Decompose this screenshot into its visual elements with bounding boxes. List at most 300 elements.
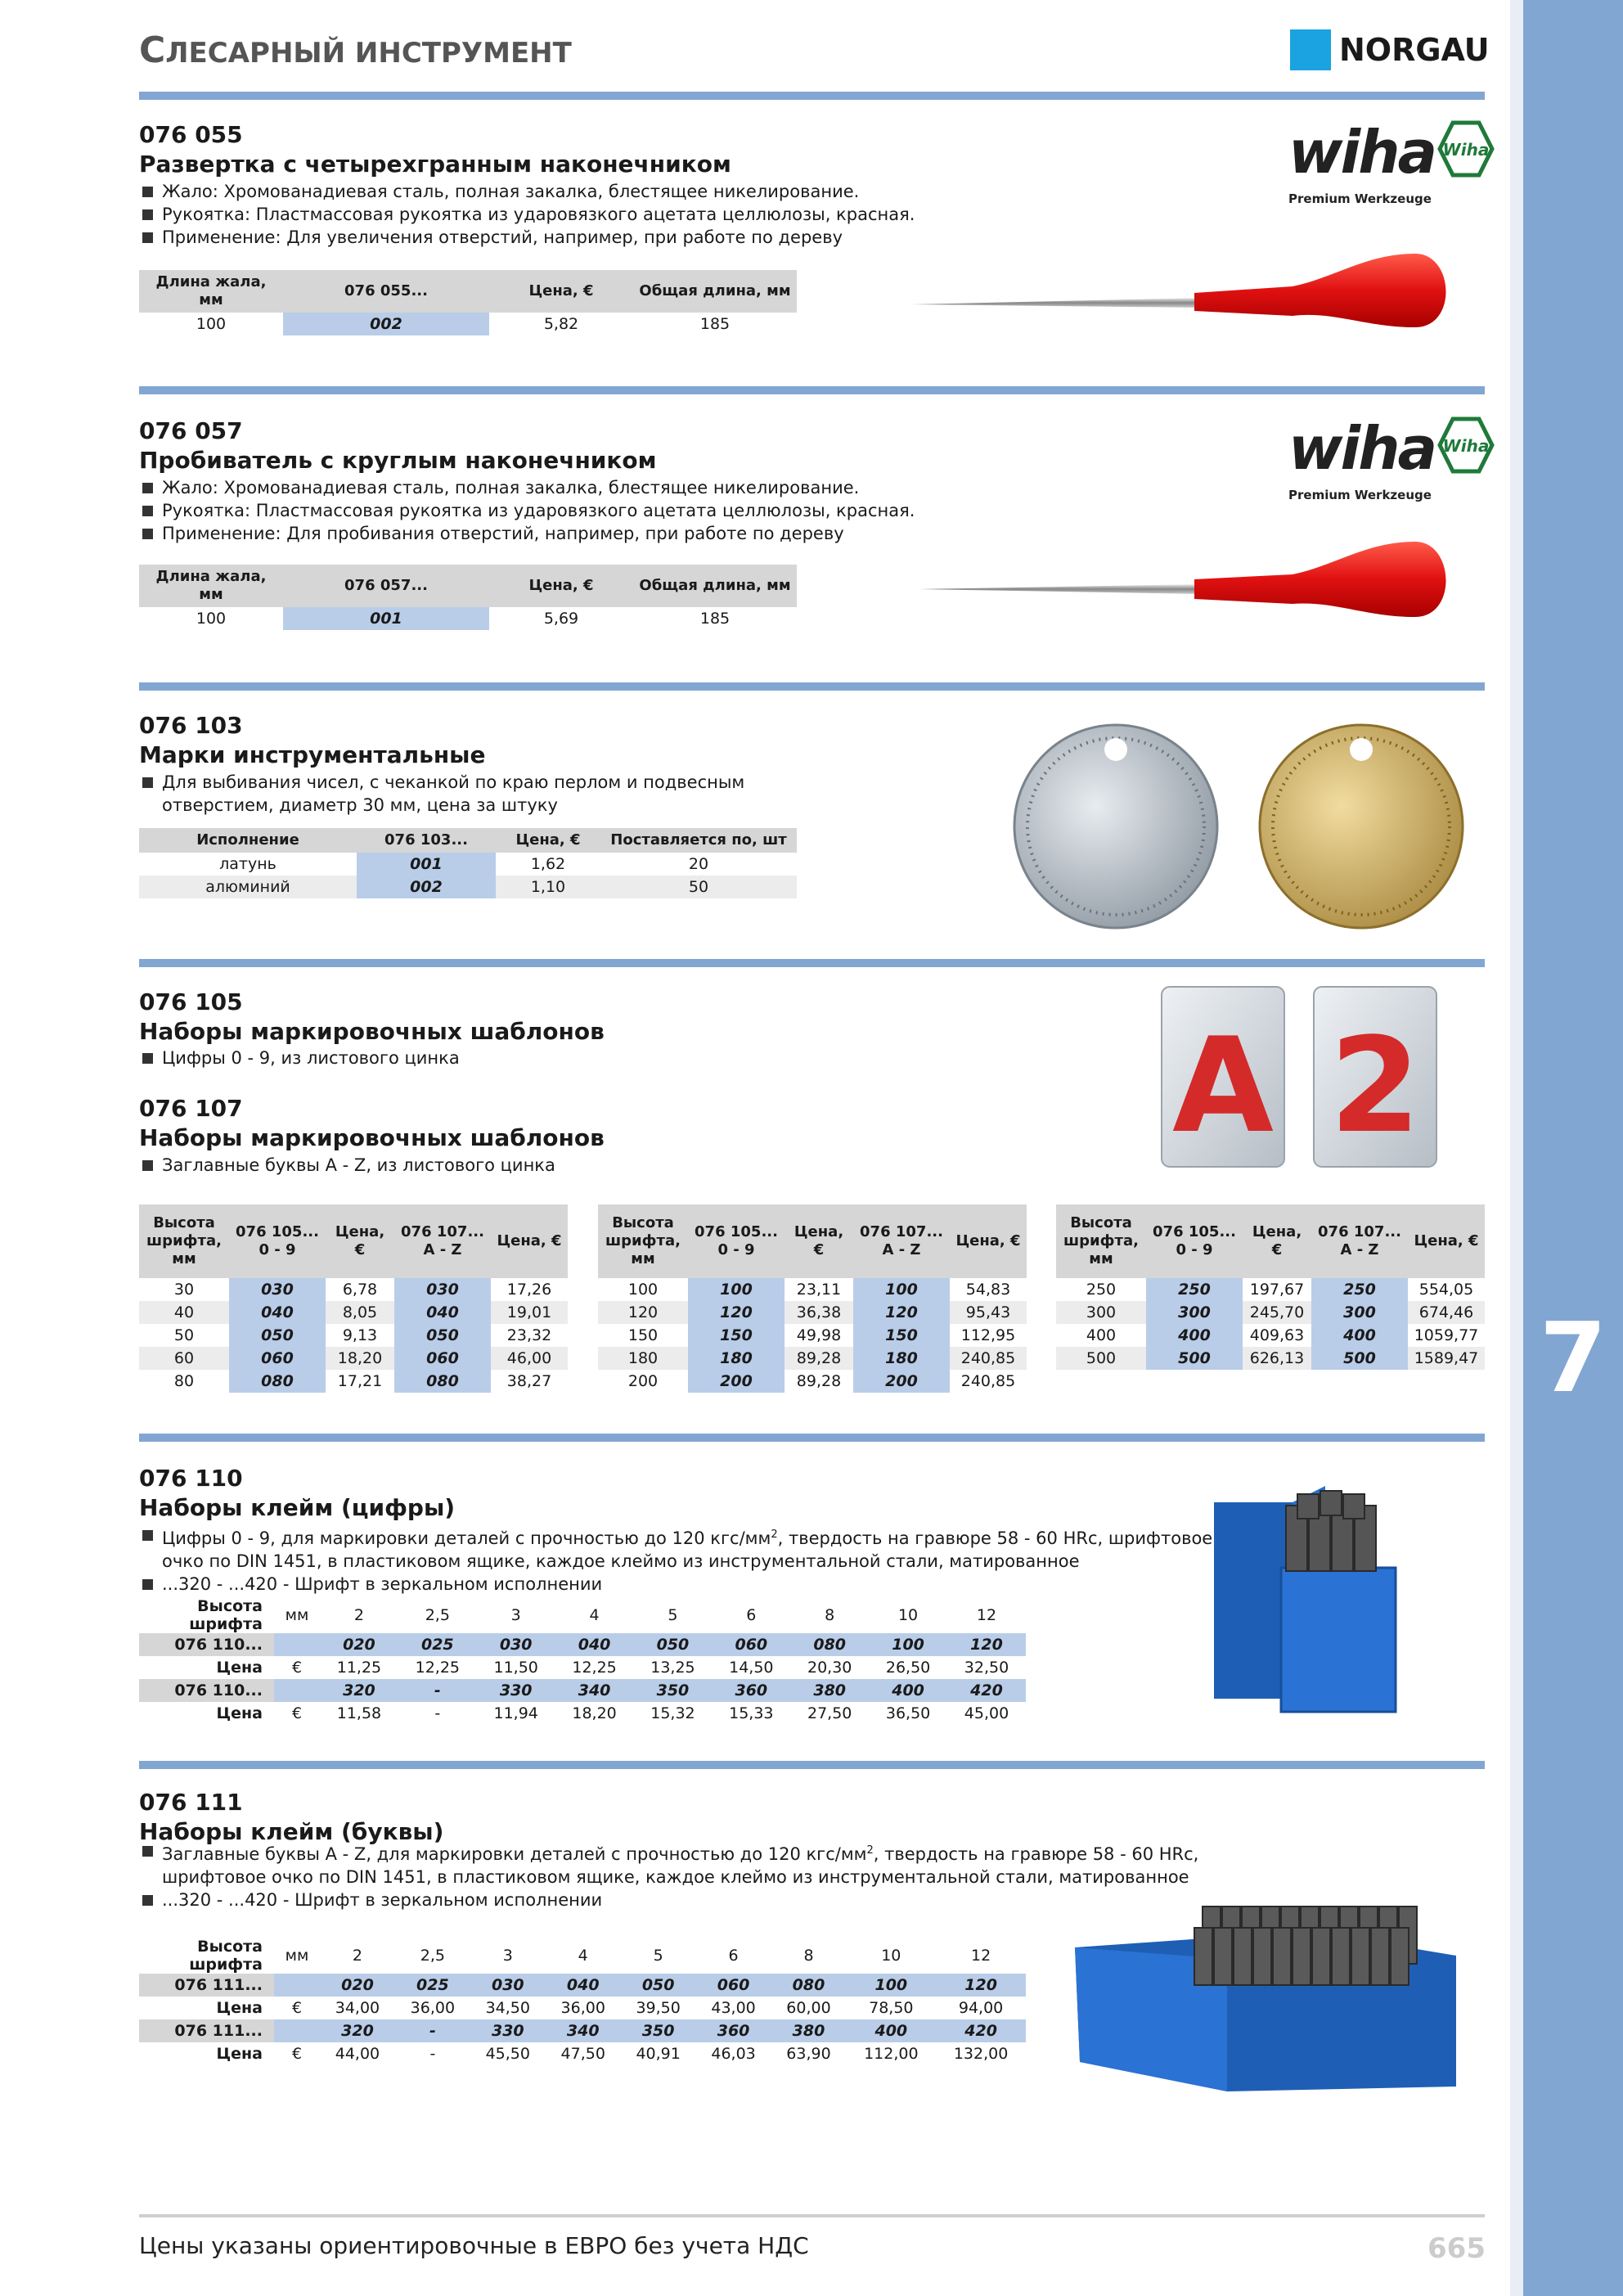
feature-line: отверстием, диаметр 30 мм, цена за штуку	[162, 795, 558, 815]
table-cell: 39,50	[636, 1999, 681, 2017]
price-cell: 8,05	[326, 1301, 394, 1324]
table-cell: 11,50	[493, 1659, 538, 1677]
table-cell: 060	[712, 1633, 790, 1656]
table-cell: 34,50	[485, 1999, 530, 2017]
spec-table	[139, 828, 797, 898]
table-row	[139, 853, 797, 876]
table-cell: 420	[936, 2019, 1026, 2042]
table-cell: 80	[173, 1372, 195, 1390]
table-cell: 12	[976, 1606, 997, 1624]
table-cell: 330	[477, 1679, 555, 1702]
table-cell: латунь	[219, 855, 276, 873]
price-cell: 1,62	[530, 855, 566, 873]
order-code-cell: 001	[283, 607, 489, 630]
wiha-logo	[1288, 414, 1495, 502]
row-label: Цена	[216, 1659, 263, 1677]
feature-item: Жало: Хромованадиевая сталь, полная закалка, блестящее никелирование.	[141, 476, 915, 499]
order-code-cell: 030	[394, 1278, 491, 1301]
table-row	[1056, 1347, 1485, 1370]
row-label: 076 111...	[139, 1974, 274, 1997]
order-code-cell: 100	[688, 1278, 785, 1301]
table-cell: 45,00	[964, 1704, 1009, 1722]
order-code-cell: 040	[394, 1301, 491, 1324]
feature-list	[141, 1839, 1198, 1911]
table-cell: 34,00	[335, 1999, 380, 2017]
stencils-image	[1153, 984, 1448, 1172]
table-cell: 20	[688, 855, 709, 873]
table-cell: 040	[546, 1974, 621, 1997]
footer-rule	[139, 2214, 1485, 2217]
column-header: 076 103...	[357, 828, 496, 853]
section-rule	[139, 386, 1485, 394]
column-header: Высота шрифта, мм	[1056, 1204, 1146, 1278]
column-header: Цена, €	[1243, 1204, 1311, 1278]
table-cell: 18,20	[572, 1704, 617, 1722]
feature-item: Цифры 0 - 9, из листового цинка	[141, 1047, 460, 1069]
table-cell: 100	[627, 1281, 659, 1299]
feature-list	[141, 771, 744, 817]
title-first-letter: С	[139, 29, 166, 71]
price-cell: 19,01	[491, 1301, 568, 1324]
price-cell: 197,67	[1249, 1281, 1305, 1299]
column-header: Длина жала, мм	[139, 565, 283, 607]
feature-item: Жало: Хромованадиевая сталь, полная закалка, блестящее никелирование.	[141, 180, 915, 203]
table-cell: 080	[771, 1974, 847, 1997]
table-cell: 040	[555, 1633, 634, 1656]
price-cell: 112,95	[960, 1326, 1016, 1344]
table-cell: 60,00	[786, 1999, 831, 2017]
table-row	[598, 1347, 1027, 1370]
price-cell: 38,27	[506, 1372, 552, 1390]
article-number: 076 055	[139, 121, 243, 148]
column-header: Цена, €	[491, 1204, 568, 1278]
table-cell: 100	[869, 1633, 947, 1656]
order-code-cell: 400	[1311, 1324, 1408, 1347]
table-header-row	[139, 270, 797, 313]
row-label: Цена	[216, 1999, 263, 2017]
table-cell: 3	[502, 1947, 513, 1965]
table-cell: 11,94	[493, 1704, 538, 1722]
spec-table	[139, 270, 797, 335]
table-cell: 380	[790, 1679, 869, 1702]
product-title: Пробиватель с круглым наконечником	[139, 447, 657, 474]
sidebar-gap	[1510, 0, 1523, 2296]
table-row	[598, 1301, 1027, 1324]
product-title: Наборы маркировочных шаблонов	[139, 1124, 605, 1151]
price-cell: 5,69	[543, 610, 579, 628]
table-cell: 78,50	[869, 1999, 914, 2017]
product-title: Марки инструментальные	[139, 741, 486, 768]
price-cell: 5,82	[543, 315, 579, 333]
page-number: 665	[1427, 2232, 1486, 2265]
table-cell: 185	[699, 610, 731, 628]
column-header: 076 057...	[283, 565, 489, 607]
table-cell: 5	[653, 1947, 663, 1965]
brand-name: NORGAU	[1339, 32, 1490, 68]
code-row	[139, 1633, 1026, 1656]
feature-item	[141, 1524, 1212, 1573]
tool-tags-image	[1009, 720, 1468, 933]
order-code-cell: 050	[394, 1324, 491, 1347]
table-cell: 36,00	[560, 1999, 605, 2017]
table-cell: -	[395, 2019, 470, 2042]
table-cell: 100	[196, 315, 227, 333]
table-header-row	[139, 1938, 1026, 1974]
price-cell: 554,05	[1418, 1281, 1474, 1299]
table-header-row	[139, 565, 797, 607]
table-row	[139, 1278, 568, 1301]
column-header: Длина жала, мм	[139, 270, 283, 313]
table-cell: 400	[869, 1679, 947, 1702]
table-cell: 185	[699, 315, 731, 333]
superscript: 2	[771, 1528, 778, 1541]
feature-item: Рукоятка: Пластмассовая рукоятка из ударовязкого ацетата целлюлозы, красная.	[141, 203, 915, 226]
stencil-table-3	[1056, 1204, 1485, 1370]
table-cell: -	[434, 1704, 441, 1722]
table-header-row	[139, 1597, 1026, 1633]
table-header-row	[139, 828, 797, 853]
table-cell: 36,50	[885, 1704, 931, 1722]
feature-item	[141, 771, 744, 817]
order-code-cell: 300	[1311, 1301, 1408, 1324]
table-cell: 44,00	[335, 2045, 380, 2063]
article-number: 076 105	[139, 988, 243, 1015]
order-code-cell: 001	[357, 853, 496, 876]
table-cell: 10	[897, 1606, 919, 1624]
wiha-badge-icon	[1436, 119, 1495, 178]
column-header: Высота шрифта, мм	[598, 1204, 688, 1278]
title-rest: ЛЕСАРНЫЙ ИНСТРУМЕНТ	[165, 37, 572, 70]
column-header: 076 107... A - Z	[853, 1204, 950, 1278]
unit-cell: €	[291, 2045, 303, 2063]
column-header: Цена, €	[1408, 1204, 1485, 1278]
feature-list	[141, 1047, 460, 1069]
article-number: 076 057	[139, 417, 243, 444]
order-code-cell: 300	[1146, 1301, 1243, 1324]
table-cell: 200	[627, 1372, 659, 1390]
order-code-cell: 050	[229, 1324, 326, 1347]
order-code-cell: 150	[853, 1324, 950, 1347]
product-title: Развертка с четырехгранным наконечником	[139, 151, 731, 178]
table-cell: 250	[1086, 1281, 1117, 1299]
table-cell: 63,90	[786, 2045, 831, 2063]
table-cell: 030	[470, 1974, 546, 1997]
column-header: 076 105... 0 - 9	[229, 1204, 326, 1278]
unit-cell: €	[291, 1999, 303, 2017]
price-row	[139, 1997, 1026, 2019]
table-cell: 320	[320, 2019, 395, 2042]
table-cell: 420	[947, 1679, 1026, 1702]
code-row	[139, 2019, 1026, 2042]
table-cell: 45,50	[485, 2045, 530, 2063]
table-cell: 330	[470, 2019, 546, 2042]
chapter-sidebar	[1523, 0, 1623, 2296]
table-cell: 47,50	[560, 2045, 605, 2063]
unit-cell: мм	[285, 1606, 309, 1624]
table-cell: 4	[589, 1606, 600, 1624]
order-code-cell: 080	[229, 1370, 326, 1393]
table-cell: 43,00	[711, 1999, 756, 2017]
column-header: 076 107... A - Z	[1311, 1204, 1408, 1278]
table-cell: 46,03	[711, 2045, 756, 2063]
table-row	[598, 1370, 1027, 1393]
table-header-row	[139, 1204, 568, 1278]
feature-list	[141, 1154, 555, 1177]
price-cell: 674,46	[1408, 1301, 1485, 1324]
wiha-logo	[1288, 118, 1495, 206]
price-cell: 409,63	[1249, 1326, 1305, 1344]
table-cell: 2,5	[425, 1606, 450, 1624]
table-row	[1056, 1324, 1485, 1347]
price-cell: 89,28	[785, 1347, 853, 1370]
column-header: Цена, €	[785, 1204, 853, 1278]
table-cell: 360	[712, 1679, 790, 1702]
table-cell: 025	[398, 1633, 477, 1656]
price-row	[139, 1656, 1026, 1679]
product-title: Наборы клейм (цифры)	[139, 1494, 456, 1521]
section-rule	[139, 1761, 1485, 1769]
table-cell: 6	[746, 1606, 757, 1624]
table-cell: 020	[320, 1974, 395, 1997]
svg-text:Wiha: Wiha	[1442, 436, 1490, 456]
table-cell: 5	[668, 1606, 678, 1624]
order-code-cell: 120	[853, 1301, 950, 1324]
feature-list	[141, 1524, 1212, 1596]
order-code-cell: 500	[1311, 1347, 1408, 1370]
table-cell: 030	[477, 1633, 555, 1656]
table-cell: 60	[139, 1347, 229, 1370]
feature-list	[141, 180, 915, 249]
table-row	[139, 1347, 568, 1370]
order-code-cell: 400	[1146, 1324, 1243, 1347]
unit-cell	[274, 1679, 320, 1702]
price-cell: 626,13	[1243, 1347, 1311, 1370]
column-header: Поставляется по, шт	[600, 828, 797, 853]
order-code-cell: 500	[1146, 1347, 1243, 1370]
table-row	[598, 1324, 1027, 1347]
svg-text:Wiha: Wiha	[1442, 140, 1490, 160]
article-number: 076 103	[139, 712, 243, 739]
table-cell: 13,25	[650, 1659, 695, 1677]
row-label: Цена	[216, 1704, 263, 1722]
wiha-tagline: Premium Werkzeuge	[1288, 191, 1432, 206]
table-row	[139, 1324, 568, 1347]
feature-text: Цифры 0 - 9, для маркировки деталей с прочностью до 120 кгс/мм	[162, 1528, 771, 1548]
stencil-table-2	[598, 1204, 1027, 1393]
product-title: Наборы маркировочных шаблонов	[139, 1018, 605, 1045]
stamp-letters-table	[139, 1938, 1026, 2065]
price-row	[139, 2042, 1026, 2065]
price-cell: 46,00	[491, 1347, 568, 1370]
order-code-cell: 180	[688, 1347, 785, 1370]
table-cell: 050	[621, 1974, 696, 1997]
order-code-cell: 200	[853, 1370, 950, 1393]
table-cell: 350	[621, 2019, 696, 2042]
price-cell: 17,21	[337, 1372, 383, 1390]
column-header: Цена, €	[326, 1204, 394, 1278]
table-cell: 2	[353, 1606, 364, 1624]
price-cell: 6,78	[342, 1281, 378, 1299]
code-row	[139, 1974, 1026, 1997]
table-cell: 400	[1086, 1326, 1117, 1344]
row-label: Высота шрифта	[189, 1597, 263, 1633]
table-cell: 500	[1056, 1347, 1146, 1370]
order-code-cell: 080	[394, 1370, 491, 1393]
table-cell: 40,91	[636, 2045, 681, 2063]
price-cell: 23,32	[506, 1326, 552, 1344]
feature-text: , твердость на гравюре 58 - 60 HRc, шрифтовое	[777, 1528, 1213, 1548]
order-code-cell: 060	[394, 1347, 491, 1370]
table-cell: 080	[790, 1633, 869, 1656]
table-cell: 150	[627, 1326, 659, 1344]
feature-item	[141, 1839, 1198, 1889]
column-header: Цена, €	[496, 828, 600, 853]
table-row	[139, 1301, 568, 1324]
column-header: Цена, €	[489, 565, 633, 607]
feature-text: , твердость на гравюре 58 - 60 HRc,	[873, 1844, 1199, 1864]
price-cell: 23,11	[796, 1281, 842, 1299]
table-header-row	[598, 1204, 1027, 1278]
table-cell: 26,50	[885, 1659, 931, 1677]
page-title	[139, 29, 572, 71]
svg-text:A: A	[1172, 1009, 1274, 1162]
number-stamps-image	[1203, 1478, 1407, 1715]
table-cell: 30	[173, 1281, 195, 1299]
column-header: Исполнение	[139, 828, 357, 853]
table-cell: 112,00	[864, 2045, 919, 2063]
table-cell: 020	[320, 1633, 398, 1656]
table-cell: 11,25	[336, 1659, 382, 1677]
section-rule	[139, 959, 1485, 967]
wiha-wordmark: wiha	[1288, 414, 1436, 483]
letter-stamps-image	[1072, 1898, 1464, 2095]
order-code-cell: 060	[229, 1347, 326, 1370]
feature-text: Заглавные буквы A - Z, для маркировки деталей с прочностью до 120 кгс/мм	[162, 1844, 867, 1864]
table-cell: 380	[771, 2019, 847, 2042]
article-number: 076 107	[139, 1095, 243, 1122]
price-cell: 95,43	[950, 1301, 1027, 1324]
column-header: Общая длина, мм	[633, 270, 797, 313]
table-cell: 350	[634, 1679, 713, 1702]
unit-cell	[274, 1633, 320, 1656]
price-cell: 240,85	[950, 1347, 1027, 1370]
feature-item: Заглавные буквы A - Z, из листового цинка	[141, 1154, 555, 1177]
table-row	[139, 1370, 568, 1393]
table-cell: 360	[696, 2019, 771, 2042]
svg-text:2: 2	[1329, 1009, 1421, 1162]
feature-list	[141, 476, 915, 545]
order-code-cell: 120	[688, 1301, 785, 1324]
table-row	[139, 607, 797, 630]
feature-item: Применение: Для пробивания отверстий, например, при работе по дереву	[141, 522, 915, 545]
table-cell: 400	[846, 2019, 936, 2042]
table-cell: 2	[352, 1947, 362, 1965]
feature-item: Применение: Для увеличения отверстий, например, при работе по дереву	[141, 226, 915, 249]
table-cell: 300	[1056, 1301, 1146, 1324]
wiha-wordmark: wiha	[1288, 118, 1436, 187]
row-label: 076 110...	[139, 1679, 274, 1702]
table-cell: 340	[546, 2019, 621, 2042]
column-header: Цена, €	[950, 1204, 1027, 1278]
unit-cell: €	[291, 1659, 303, 1677]
product-title: Наборы клейм (буквы)	[139, 1818, 444, 1845]
order-code-cell: 040	[229, 1301, 326, 1324]
order-code-cell: 180	[853, 1347, 950, 1370]
table-cell: 11,58	[336, 1704, 382, 1722]
table-cell: 340	[555, 1679, 634, 1702]
price-cell: 49,98	[796, 1326, 842, 1344]
stamp-numbers-table	[139, 1597, 1026, 1725]
row-label: Цена	[216, 2045, 263, 2063]
table-cell: 27,50	[807, 1704, 852, 1722]
price-cell: 89,28	[796, 1372, 842, 1390]
table-cell: 100	[846, 1974, 936, 1997]
section-rule	[139, 92, 1485, 100]
table-row	[1056, 1278, 1485, 1301]
table-cell: 120	[936, 1974, 1026, 1997]
order-code-cell: 250	[1146, 1278, 1243, 1301]
price-cell: 17,26	[506, 1281, 552, 1299]
table-header-row	[1056, 1204, 1485, 1278]
price-cell: 245,70	[1243, 1301, 1311, 1324]
price-row	[139, 1702, 1026, 1725]
stencil-table-1	[139, 1204, 568, 1393]
table-cell: 120	[947, 1633, 1026, 1656]
price-cell: 18,20	[326, 1347, 394, 1370]
reamer-image	[908, 245, 1464, 335]
table-cell: 100	[196, 610, 227, 628]
table-cell: 12,25	[572, 1659, 617, 1677]
order-code-cell: 100	[853, 1278, 950, 1301]
table-cell: 6	[728, 1947, 739, 1965]
table-cell: -	[398, 1679, 477, 1702]
table-cell: 20,30	[807, 1659, 852, 1677]
table-cell: 180	[598, 1347, 688, 1370]
column-header: 076 105... 0 - 9	[688, 1204, 785, 1278]
wiha-tagline: Premium Werkzeuge	[1288, 488, 1432, 502]
table-row	[139, 876, 797, 898]
table-cell: -	[429, 2045, 436, 2063]
feature-item: ...320 - ...420 - Шрифт в зеркальном исполнении	[141, 1573, 1212, 1596]
unit-cell	[274, 2019, 320, 2042]
order-code-cell: 250	[1311, 1278, 1408, 1301]
table-cell: 94,00	[958, 1999, 1004, 2017]
table-row	[1056, 1301, 1485, 1324]
spec-table	[139, 565, 797, 630]
table-cell: 120	[598, 1301, 688, 1324]
order-code-cell: 002	[357, 876, 496, 898]
table-cell: 12,25	[415, 1659, 461, 1677]
feature-item: Рукоятка: Пластмассовая рукоятка из ударовязкого ацетата целлюлозы, красная.	[141, 499, 915, 522]
order-code-cell: 150	[688, 1324, 785, 1347]
unit-cell: €	[291, 1704, 303, 1722]
row-label: Высота шрифта	[189, 1938, 263, 1974]
table-row	[139, 313, 797, 335]
table-cell: 3	[510, 1606, 521, 1624]
footer-note: Цены указаны ориентировочные в ЕВРО без учета НДС	[139, 2232, 809, 2259]
table-cell: 50	[173, 1326, 195, 1344]
price-cell: 1,10	[496, 876, 600, 898]
section-rule	[139, 1434, 1485, 1442]
feature-line: Для выбивания чисел, с чеканкой по краю перлом и подвесным	[162, 772, 745, 792]
unit-cell: мм	[285, 1947, 309, 1965]
table-cell: 8	[803, 1947, 814, 1965]
table-cell: 15,33	[729, 1704, 774, 1722]
table-cell: 8	[825, 1606, 835, 1624]
table-cell: 4	[578, 1947, 588, 1965]
feature-text: очко по DIN 1451, в пластиковом ящике, каждое клеймо из инструментальной стали, матированное	[162, 1551, 1080, 1571]
table-cell: 025	[395, 1974, 470, 1997]
